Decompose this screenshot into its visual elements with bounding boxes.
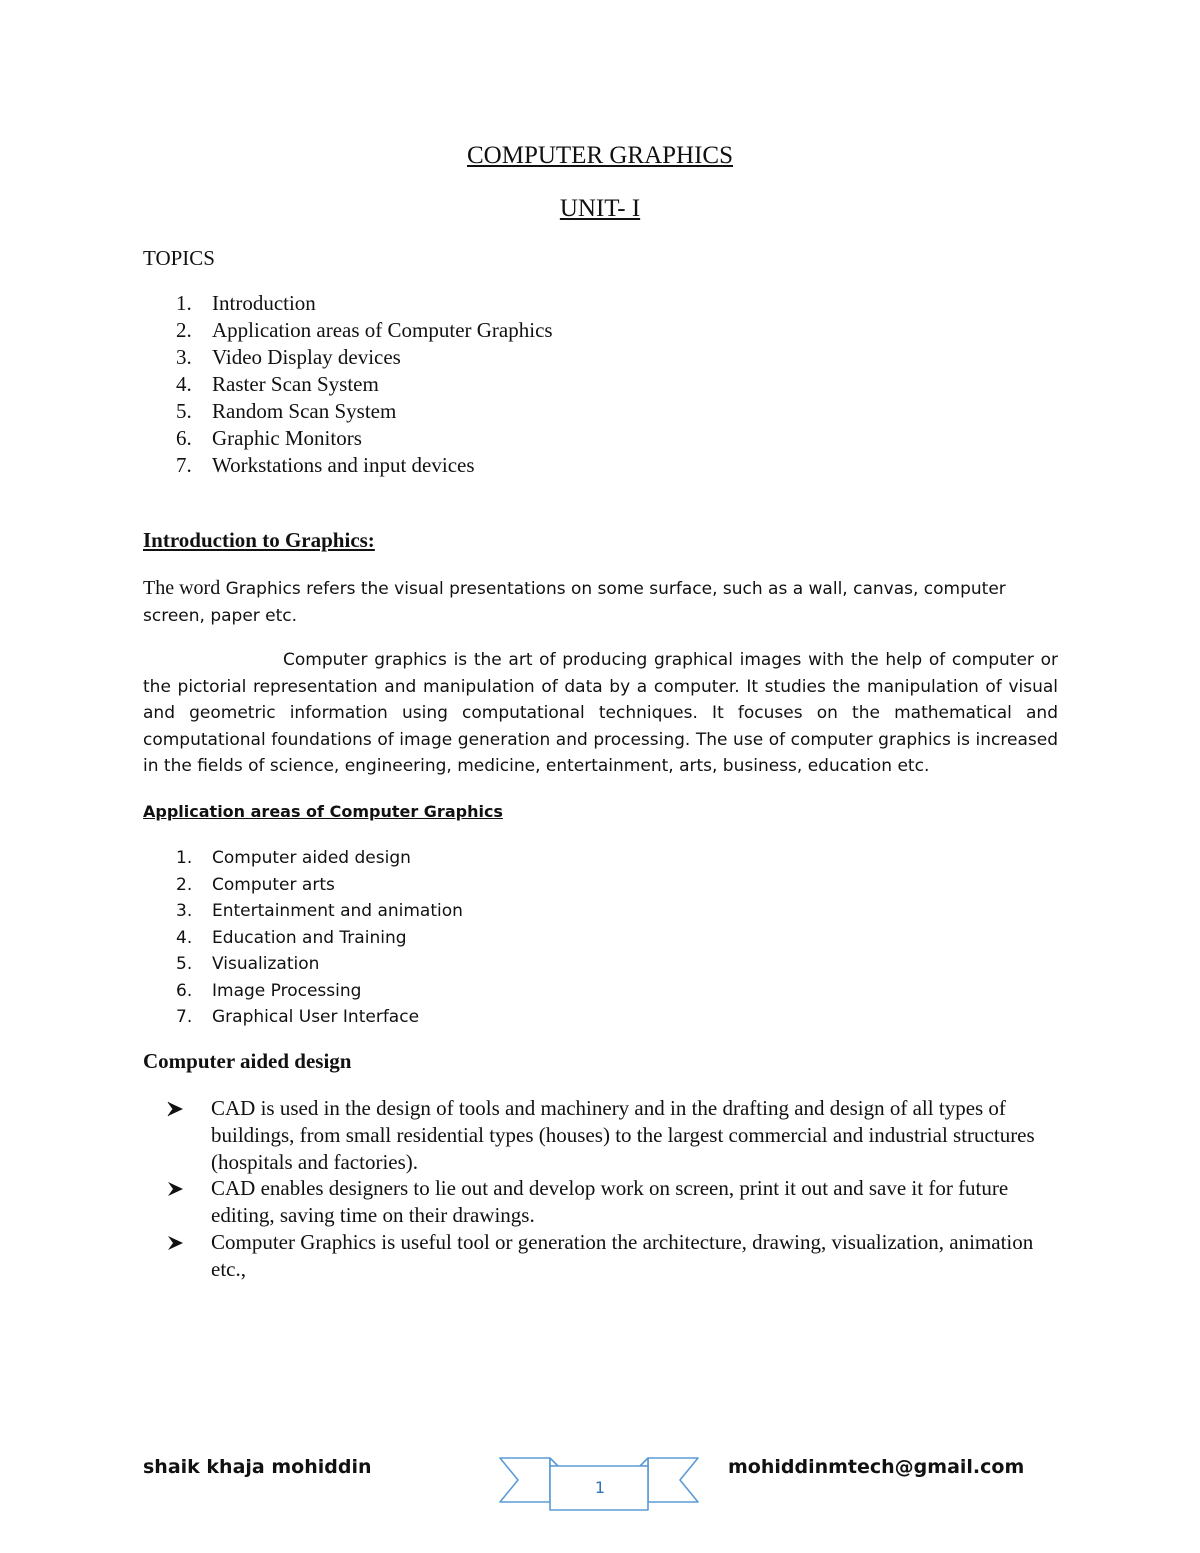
arrow-bullet-icon	[167, 1175, 187, 1197]
intro-paragraph-1	[143, 575, 1058, 629]
list-item: 4. Raster Scan System	[176, 372, 379, 396]
section-heading-cad: Computer aided design	[143, 1049, 352, 1073]
list-item: 1. Introduction	[176, 291, 316, 315]
list-item: 7. Graphical User Interface	[176, 1007, 420, 1027]
list-item: CAD enables designers to lie out and develop work on screen, print it out and save it for future editing, saving time on their drawings.	[143, 1175, 1043, 1229]
list-item: 4. Education and Training	[176, 927, 407, 948]
list-item: 6. Image Processing	[176, 980, 362, 1001]
section-heading-applications: Application areas of Computer Graphics	[143, 802, 503, 821]
list-item: 6. Graphic Monitors	[176, 426, 362, 450]
topics-list	[143, 290, 553, 479]
list-item: 2. Application areas of Computer Graphics	[176, 318, 553, 342]
list-item: 2. Computer arts	[176, 874, 335, 895]
list-item: 7. Workstations and input devices	[176, 453, 475, 477]
page-number: 1	[594, 1478, 606, 1497]
topics-label: TOPICS	[143, 246, 215, 270]
footer-author: shaik khaja mohiddin	[143, 1456, 372, 1478]
list-item: Computer Graphics is useful tool or generation the architecture, drawing, visualization, animation etc.,	[143, 1229, 1043, 1283]
paragraph-text: Graphics refers the visual presentations on some surface, such as a wall, canvas, computer screen, paper etc.	[143, 579, 1006, 626]
list-item: 3. Entertainment and animation	[176, 901, 463, 921]
section-heading-introduction: Introduction to Graphics:	[143, 528, 375, 552]
applications-list	[143, 845, 463, 1031]
paragraph-text: Computer graphics is the art of producing graphical images with the help of computer or the pictorial representation and manipulation of data by a computer. It studies the manipulation of visual and geometric information using computational techniques. It focuses on the mathematical and computational foundations of image generation and processing. The use of computer graphics is increased in the fields of science, engineering, medicine, entertainment, arts, business, education etc.	[143, 650, 1058, 776]
lead-word: The word	[143, 577, 221, 599]
unit-title: UNIT- I	[559, 195, 641, 222]
intro-paragraph-2	[143, 647, 1058, 780]
list-item: 5. Visualization	[176, 954, 320, 974]
list-item: 5. Random Scan System	[176, 399, 397, 423]
footer-email: mohiddinmtech@gmail.com	[728, 1456, 1025, 1478]
arrow-bullet-icon	[167, 1229, 187, 1251]
document-title: COMPUTER GRAPHICS	[466, 142, 734, 169]
list-item: CAD is used in the design of tools and machinery and in the drafting and design of all types of buildings, from small residential types (houses) to the largest commercial and industrial structures (hospitals and factories).	[143, 1095, 1043, 1175]
arrow-bullet-icon	[167, 1095, 187, 1117]
list-item: 1. Computer aided design	[176, 848, 411, 868]
cad-bullet-list	[143, 1095, 1043, 1283]
list-item: 3. Video Display devices	[176, 345, 401, 369]
